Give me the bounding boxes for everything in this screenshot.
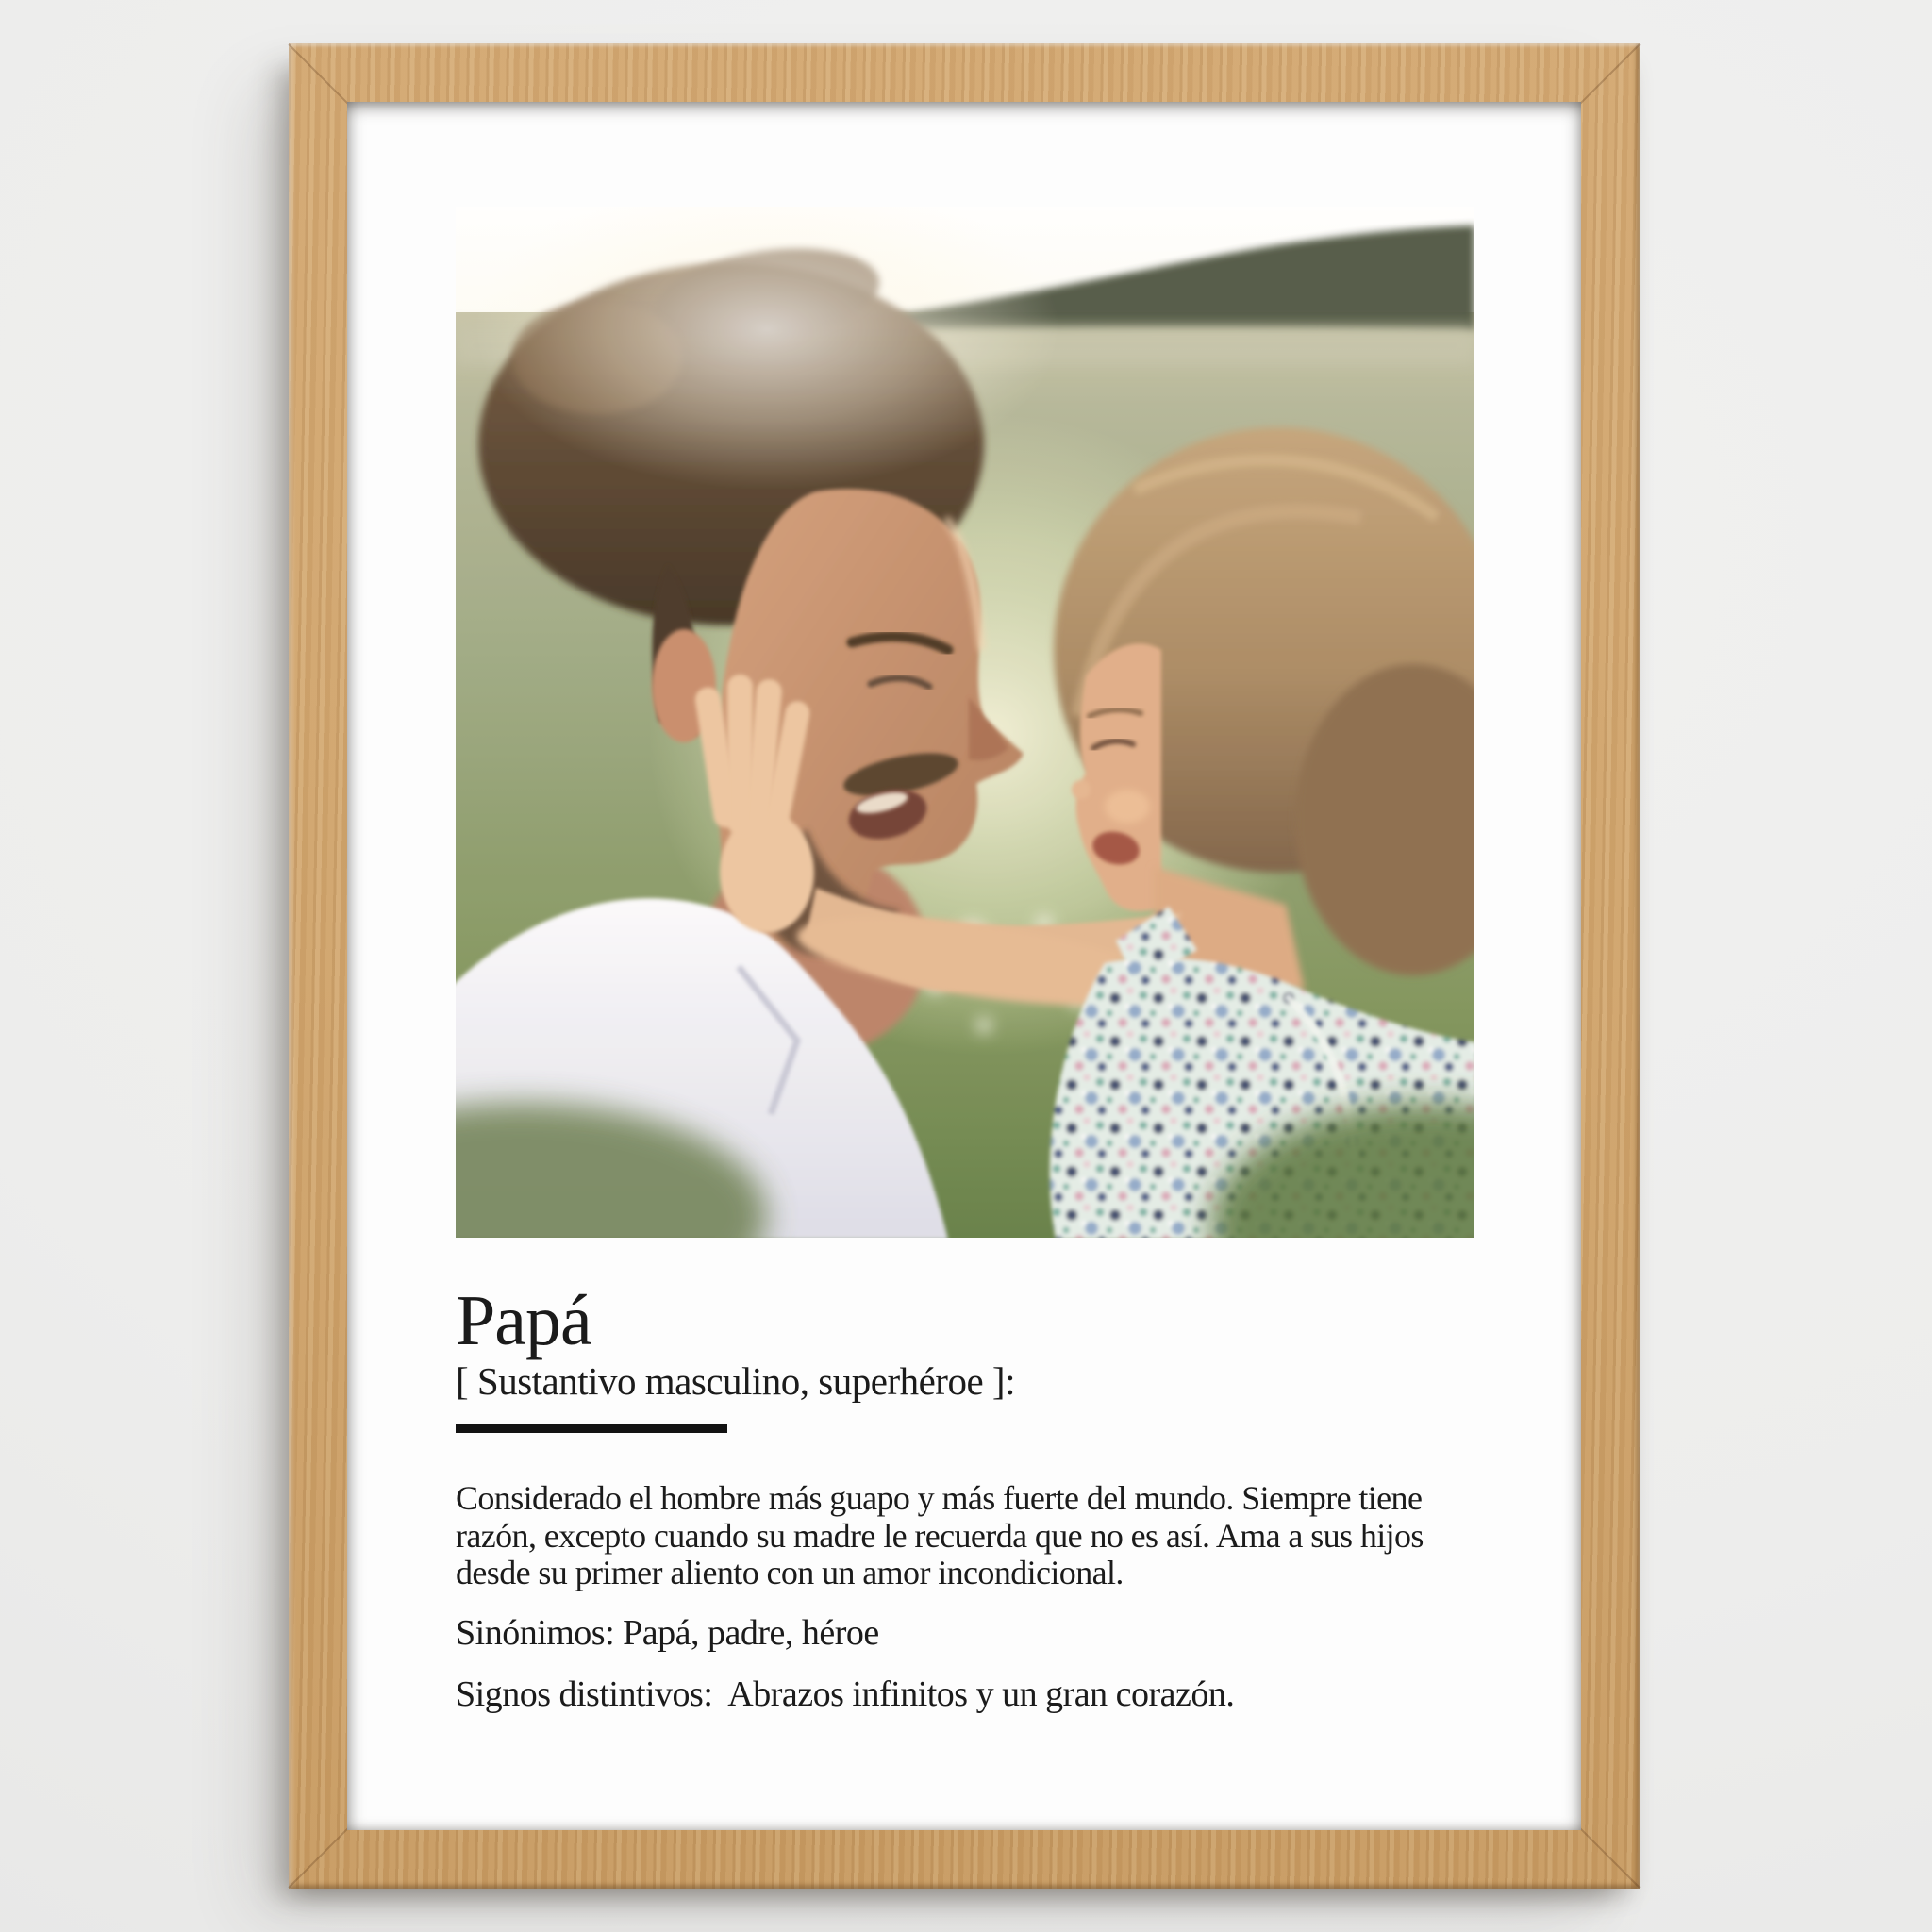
poster-title: Papá [456,1281,591,1360]
frame-miter-joint [288,43,350,106]
synonyms-line: Sinónimos: Papá, padre, héroe [456,1613,879,1653]
picture-frame [289,43,1640,1889]
frame-miter-joint [1577,1825,1640,1888]
definition-divider [456,1424,727,1433]
definition-text: Considerado el hombre más guapo y más fuerte del mundo. Siempre tiene razón, excepto cuando su madre le recuerda que no es así. Ama a sus hijos desde su primer aliento con un amor incondicional. [456,1479,1432,1592]
photo [456,207,1474,1238]
frame-miter-joint [288,1825,350,1888]
photo-illustration [456,207,1474,1238]
photo-warm-overlay [456,207,1474,1238]
poster-subtitle: [ Sustantivo masculino, superhéroe ]: [456,1359,1015,1403]
traits-line: Signos distintivos: Abrazos infinitos y un gran corazón. [456,1674,1235,1714]
poster-mat [347,102,1581,1830]
frame-miter-joint [1577,43,1640,106]
